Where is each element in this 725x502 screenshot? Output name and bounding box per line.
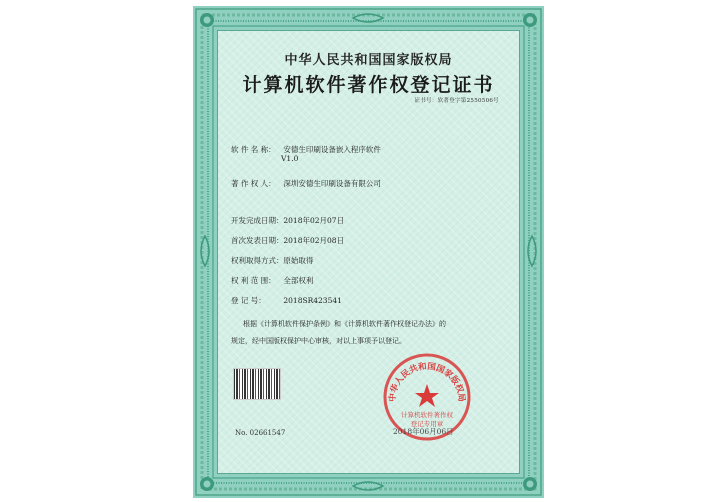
certificate-number: 证书号：软著登字第2550506号 bbox=[414, 98, 499, 104]
svg-text:登记专用章: 登记专用章 bbox=[410, 420, 444, 428]
field-value: 安德生印刷设备嵌入程序软件 bbox=[283, 145, 381, 154]
field-value: 深圳安德生印刷设备有限公司 bbox=[283, 179, 381, 188]
statement-line-2: 规定，经中国版权保护中心审核，对以上事项予以登记。 bbox=[231, 337, 406, 345]
barcode bbox=[233, 368, 281, 400]
issuer-title: 中华人民共和国国家版权局 bbox=[284, 53, 453, 68]
field-value: 原始取得 bbox=[283, 256, 314, 265]
statement-line-1: 根据《计算机软件保护条例》和《计算机软件著作权登记办法》的 bbox=[243, 320, 446, 328]
field-label: 权 利 范 围： bbox=[231, 276, 276, 285]
field-label: 权利取得方式： bbox=[231, 256, 284, 265]
field-label: 首次发表日期： bbox=[231, 236, 284, 245]
field-rights-scope bbox=[231, 275, 313, 286]
field-copyright-owner bbox=[231, 178, 381, 189]
svg-text:中华人民共和国国家版权局: 中华人民共和国国家版权局 bbox=[387, 361, 467, 403]
field-label: 著 作 权 人： bbox=[231, 179, 276, 188]
field-value: 2018SR423541 bbox=[283, 296, 342, 305]
field-value: 2018年02月08日 bbox=[283, 236, 345, 245]
field-acquisition-method bbox=[231, 255, 313, 266]
certificate bbox=[193, 6, 544, 498]
field-registration-number bbox=[231, 295, 342, 306]
field-value: 2018年02月07日 bbox=[283, 216, 345, 225]
field-software-name bbox=[231, 144, 381, 155]
field-value: 全部权利 bbox=[283, 276, 314, 285]
field-completion-date bbox=[231, 215, 344, 226]
field-label: 开发完成日期： bbox=[231, 216, 284, 225]
field-label: 登 记 号： bbox=[231, 296, 266, 305]
software-version: V1.0 bbox=[281, 154, 299, 163]
issue-date: 2018年06月06日 bbox=[393, 427, 454, 436]
field-label: 软 件 名 称： bbox=[231, 145, 276, 154]
certificate-title: 计算机软件著作权登记证书 bbox=[242, 74, 495, 96]
serial-number: No. 02661547 bbox=[235, 429, 286, 437]
svg-text:计算机软件著作权: 计算机软件著作权 bbox=[401, 411, 453, 419]
field-first-publication-date bbox=[231, 235, 344, 246]
